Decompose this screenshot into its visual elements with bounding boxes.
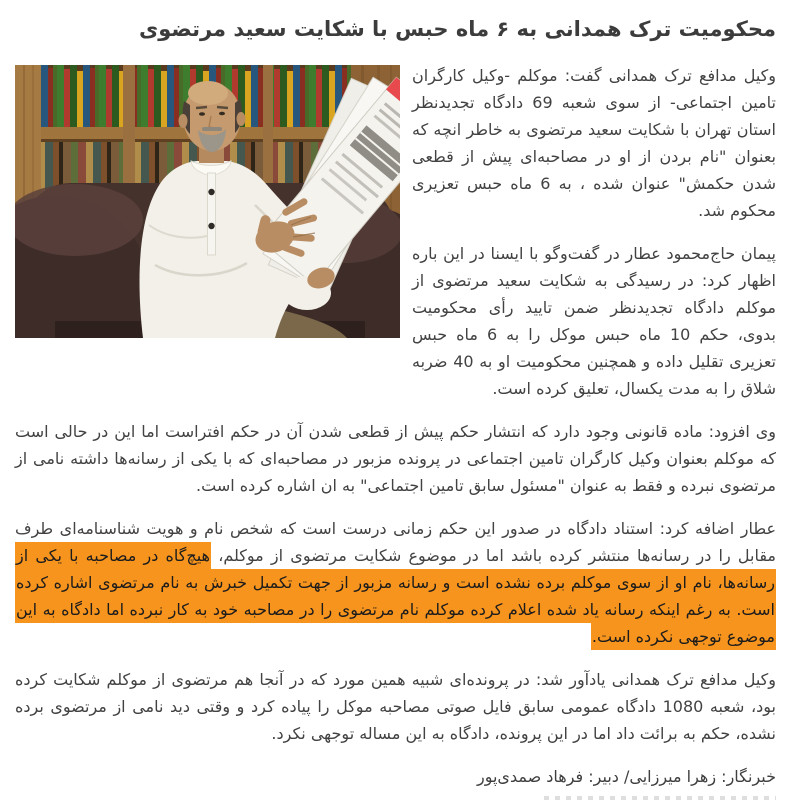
highlighted-text: هیچ‌گاه در مصاحبه با یکی از رسانه‌ها، نام او از سوی موکلم برده نشده است و رسانه مزبور از جهت تکمیل خبرش به نام مرتضوی اشاره کرده است. به رغم اینکه رسانه یاد شده اعلام کرده موکلم نام مرتضوی را در مصاحبه خود به کار نبرده اما دادگاه به این موضوع توجهی نکرده است. <box>15 542 776 650</box>
paragraph-court-reasoning <box>15 515 776 650</box>
lawyer-photo-illustration <box>15 65 400 338</box>
paragraph-legal-basis: وی افزود: ماده قانونی وجود دارد که انتشار حکم پیش از قطعی شدن آن در حکم افتراست اما این در حالی است که موکلم بعنوان وکیل کارگران تامین اجتماعی در پرونده مزبور در مصاحبه‌ای که با یکی از رسانه‌ها داشته نامی از مرتضوی نبرده و فقط به عنوان "مسئول سابق تامین اجتماعی" به ان اشاره کرده است. <box>15 422 776 495</box>
paragraph-attar-quote: پیمان حاج‌محمود عطار در گفت‌وگو با ایسنا در این باره اظهار کرد: در رسیدگی به شکایت سعید مرتضوی از موکلم دادگاه تجدیدنظر ضمن تایید رأی محکومیت بدوی، حکم 10 ماه حبس موکل را به 6 ماه حبس تعزیری تقلیل داده و همچنین محکومیت او به 40 ضربه شلاق را به مدت یکسال، تعلیق کرده است. <box>412 244 777 398</box>
clipped-next-line <box>544 796 776 800</box>
paragraph-precedent: وکیل مدافع ترک همدانی یادآور شد: در پرونده‌ای شبیه همین مورد که در آنجا هم مرتضوی از موکلم شکایت کرده بود، شعبه 1080 دادگاه عمومی سابق فایل صوتی مصاحبه موکل را پیاده کرد و وقتی دید نامی از مرتضوی برده نشده، حکم به برائت داد اما در این پرونده، دادگاه به این مساله توجهی نکرد. <box>15 670 776 743</box>
paragraph-intro: وکیل مدافع ترک همدانی گفت: موکلم -وکیل کارگران تامین اجتماعی- از سوی شعبه 69 دادگاه تجدیدنظر استان تهران با شکایت سعید مرتضوی به خاطر انچه که بعنوان "نام بردن از او در مصاحبه‌ای پیش از قطعی شدن حکمش" عنوان شده ، به 6 ماه حبس تعزیری محکوم شد. <box>412 66 776 220</box>
paragraph-court-reasoning-plain: عطار اضافه کرد: استناد دادگاه در صدور این حکم زمانی درست است که شخص نام و هویت شناسنامه‌ای طرف مقابل را در رسانه‌ها منتشر کرده باشد اما در موضوع شکایت مرتضوی از موکلم، <box>15 519 776 565</box>
page-title: محکومیت ترک همدانی به ۶ ماه حبس با شکایت سعید مرتضوی <box>138 17 776 41</box>
article-photo <box>15 65 400 338</box>
byline: خبرنگار: زهرا میرزایی/ دبیر: فرهاد صمدی‌پور <box>476 767 776 786</box>
article-body <box>15 62 776 800</box>
